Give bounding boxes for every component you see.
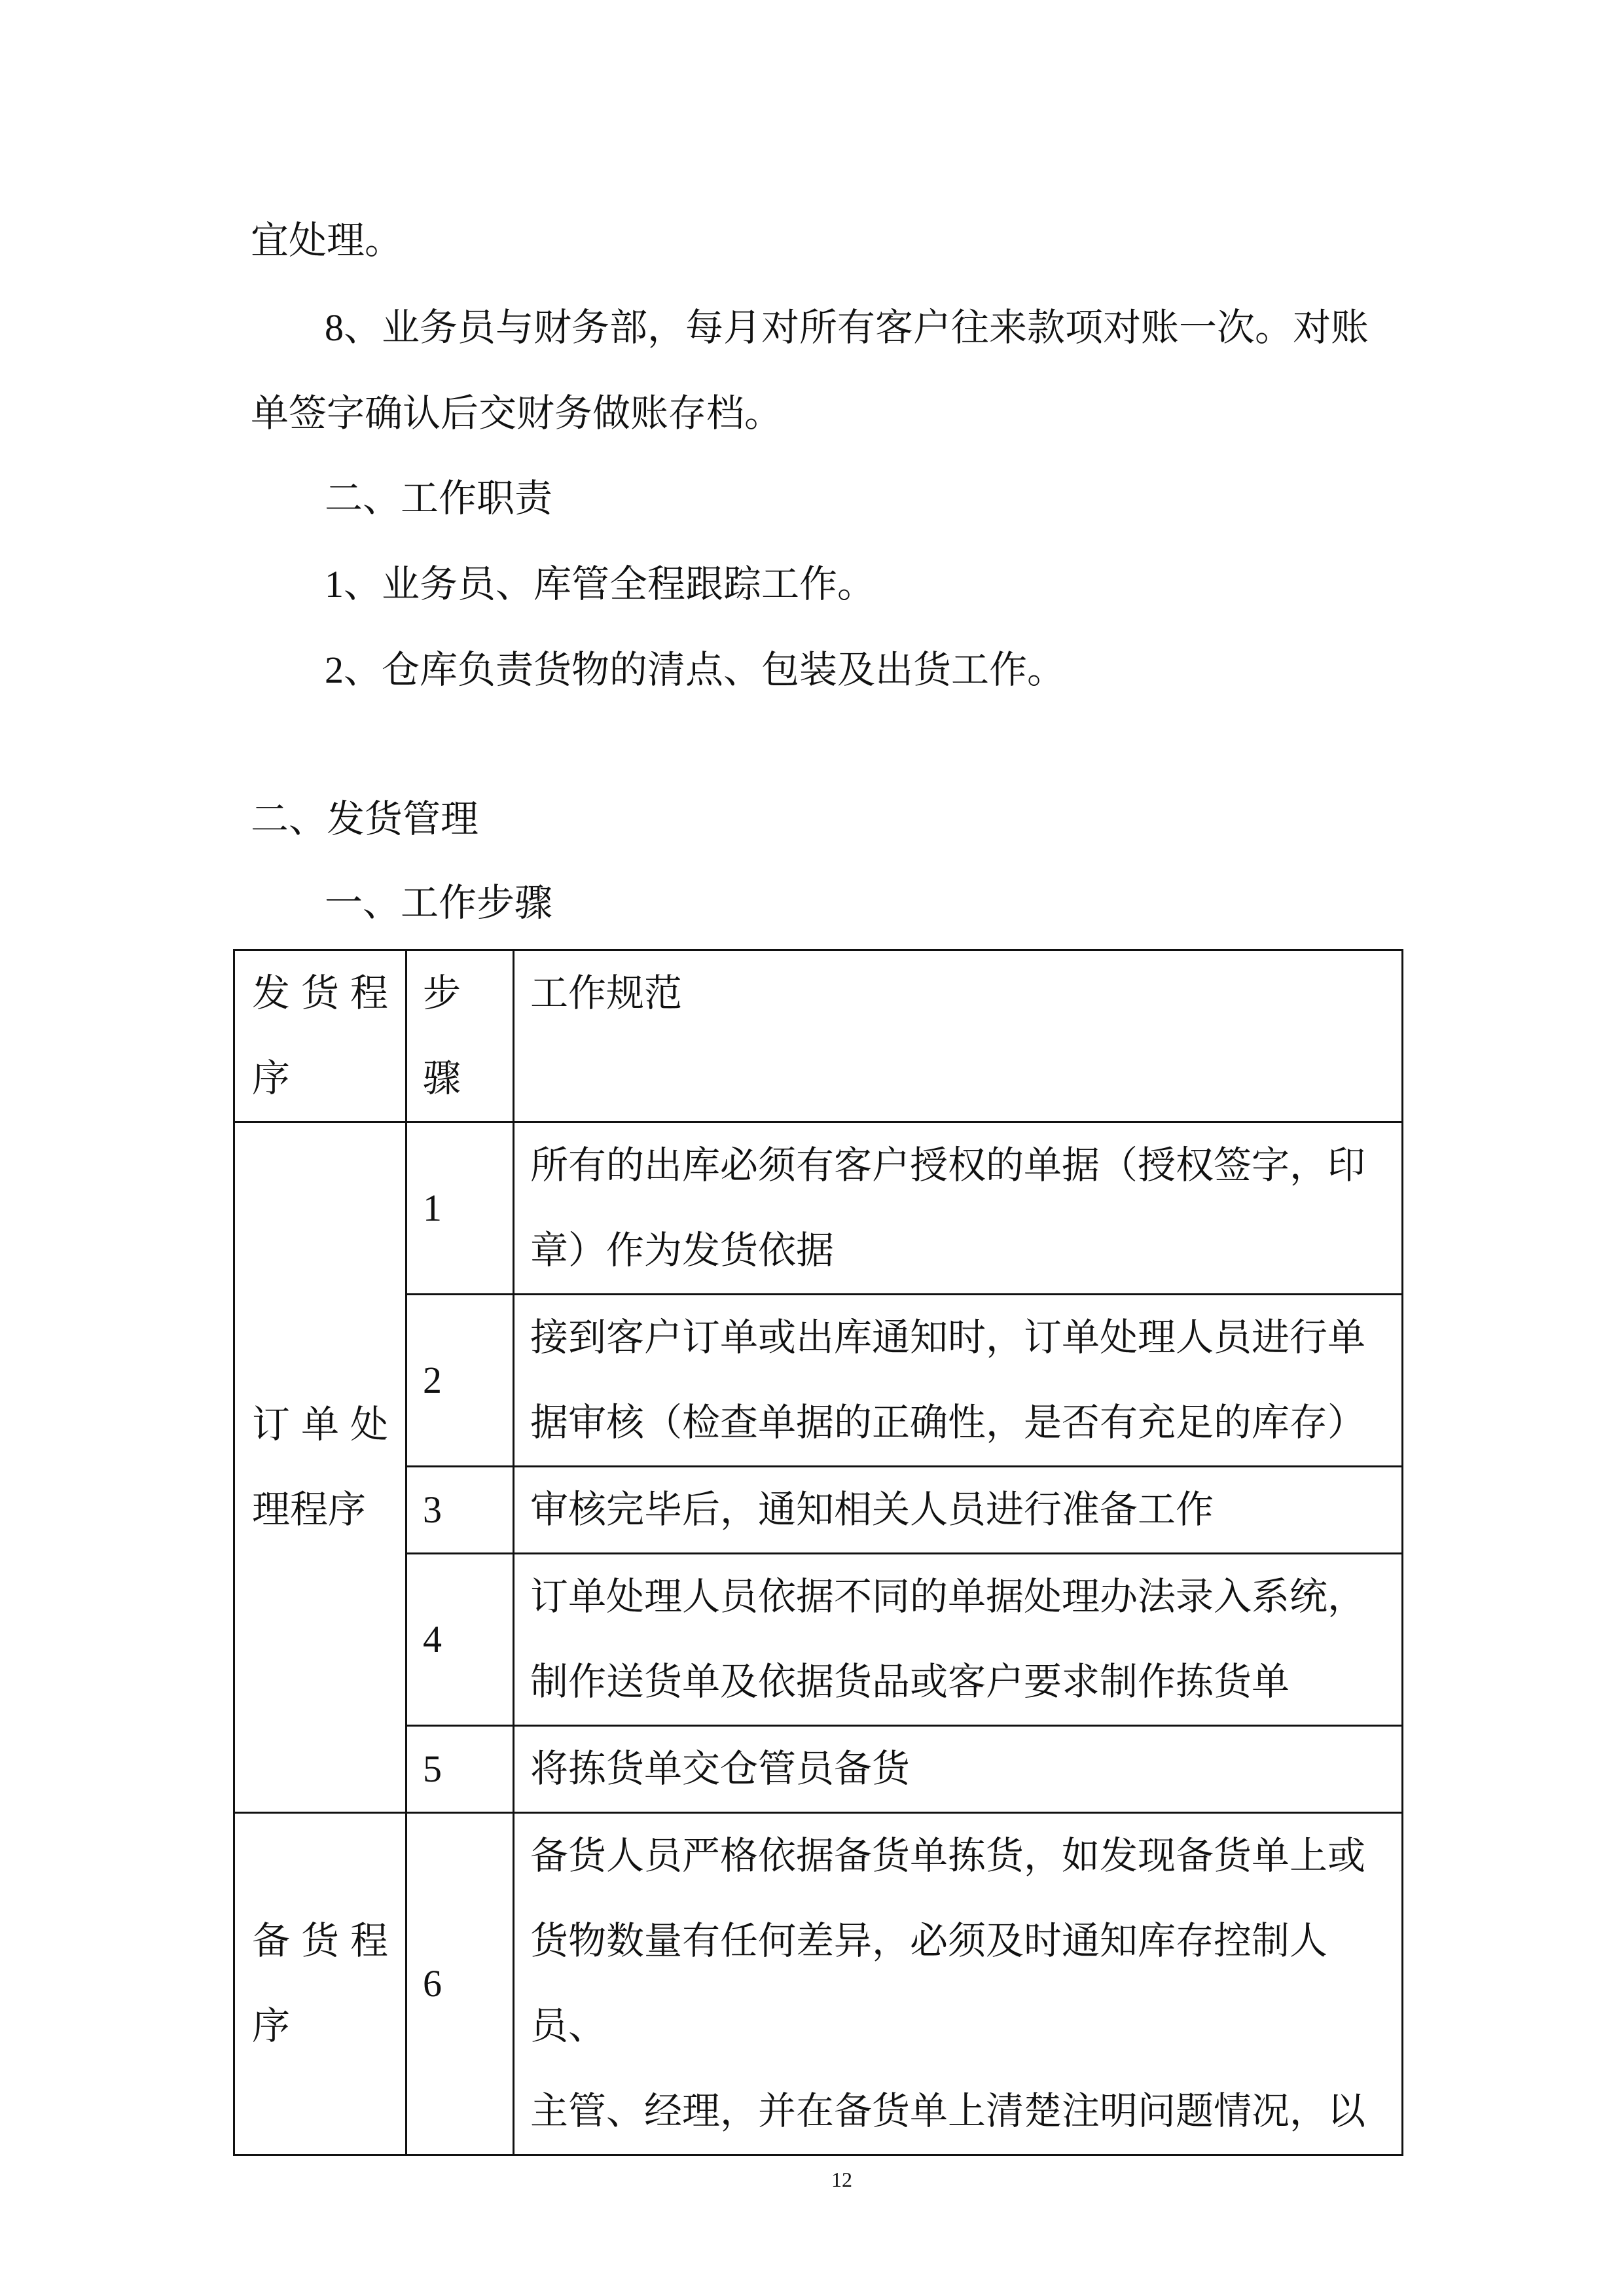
cell-line: 订单处	[252, 1403, 388, 1446]
step-cell: 2	[406, 1295, 514, 1467]
spec-cell	[514, 1554, 1403, 1726]
header-step	[406, 950, 514, 1122]
cell-line: 发货程	[252, 972, 388, 1014]
cell-line: 订单处理人员依据不同的单据处理办法录入系统，	[530, 1575, 1366, 1618]
cell-line: 步	[423, 972, 461, 1014]
paragraph-line: 单签字确认后交财务做账存档。	[251, 392, 783, 435]
paragraph-line: 一、工作步骤	[325, 882, 553, 924]
cell-line: 所有的出库必须有客户授权的单据（授权签字，印	[530, 1144, 1366, 1187]
cell-line: 据审核（检查单据的正确性，是否有充足的库存）	[530, 1401, 1366, 1444]
cell-line: 将拣货单交仓管员备货	[530, 1748, 911, 1790]
work-steps-table	[233, 949, 1403, 2156]
header-row	[234, 950, 1403, 1122]
cell-line: 理程序	[252, 1488, 367, 1531]
step-cell: 1	[406, 1122, 514, 1295]
procedure-cell	[234, 1122, 406, 1813]
paragraph-line: 宜处理。	[251, 219, 403, 262]
step-cell: 5	[406, 1726, 514, 1813]
spec-cell	[514, 1122, 1403, 1295]
table-row	[234, 1295, 1403, 1467]
step-cell: 6	[406, 1813, 514, 2155]
paragraph-line: 2、仓库负责货物的清点、包装及出货工作。	[325, 649, 1066, 691]
cell-line: 序	[252, 2005, 291, 2047]
cell-line: 制作送货单及依据货品或客户要求制作拣货单	[530, 1660, 1290, 1703]
spec-cell	[514, 1295, 1403, 1467]
cell-line: 序	[252, 1057, 291, 1100]
table-row	[234, 1467, 1403, 1554]
paragraph-line: 二、发货管理	[251, 798, 479, 840]
cell-line: 备货程	[252, 1920, 388, 1962]
cell-line: 主管、经理，并在备货单上清楚注明问题情况，以	[530, 2090, 1366, 2132]
cell-line: 货物数量有任何差异，必须及时通知库存控制人员、	[530, 1920, 1328, 2047]
spec-cell	[514, 1726, 1403, 1813]
paragraph-line: 二、工作职责	[325, 477, 553, 520]
step-cell: 3	[406, 1467, 514, 1554]
header-procedure	[234, 950, 406, 1122]
cell-line: 章）作为发货依据	[530, 1229, 835, 1272]
page-number: 12	[831, 2168, 852, 2191]
step-cell: 4	[406, 1554, 514, 1726]
header-spec: 工作规范	[514, 950, 1403, 1122]
paragraph-line: 8、业务员与财务部，每月对所有客户往来款项对账一次。对账	[325, 306, 1369, 349]
table-row	[234, 1726, 1403, 1813]
cell-line: 审核完毕后，通知相关人员进行准备工作	[530, 1488, 1214, 1531]
paragraph-line: 1、业务员、库管全程跟踪工作。	[325, 563, 876, 605]
spec-cell	[514, 1813, 1403, 2155]
cell-line: 骤	[423, 1057, 461, 1100]
table-row	[234, 1122, 1403, 1295]
table-row	[234, 1813, 1403, 2155]
procedure-cell	[234, 1813, 406, 2155]
cell-line: 备货人员严格依据备货单拣货，如发现备货单上或	[530, 1835, 1366, 1877]
table-row	[234, 1554, 1403, 1726]
spec-cell	[514, 1467, 1403, 1554]
cell-line: 接到客户订单或出库通知时，订单处理人员进行单	[530, 1316, 1366, 1359]
